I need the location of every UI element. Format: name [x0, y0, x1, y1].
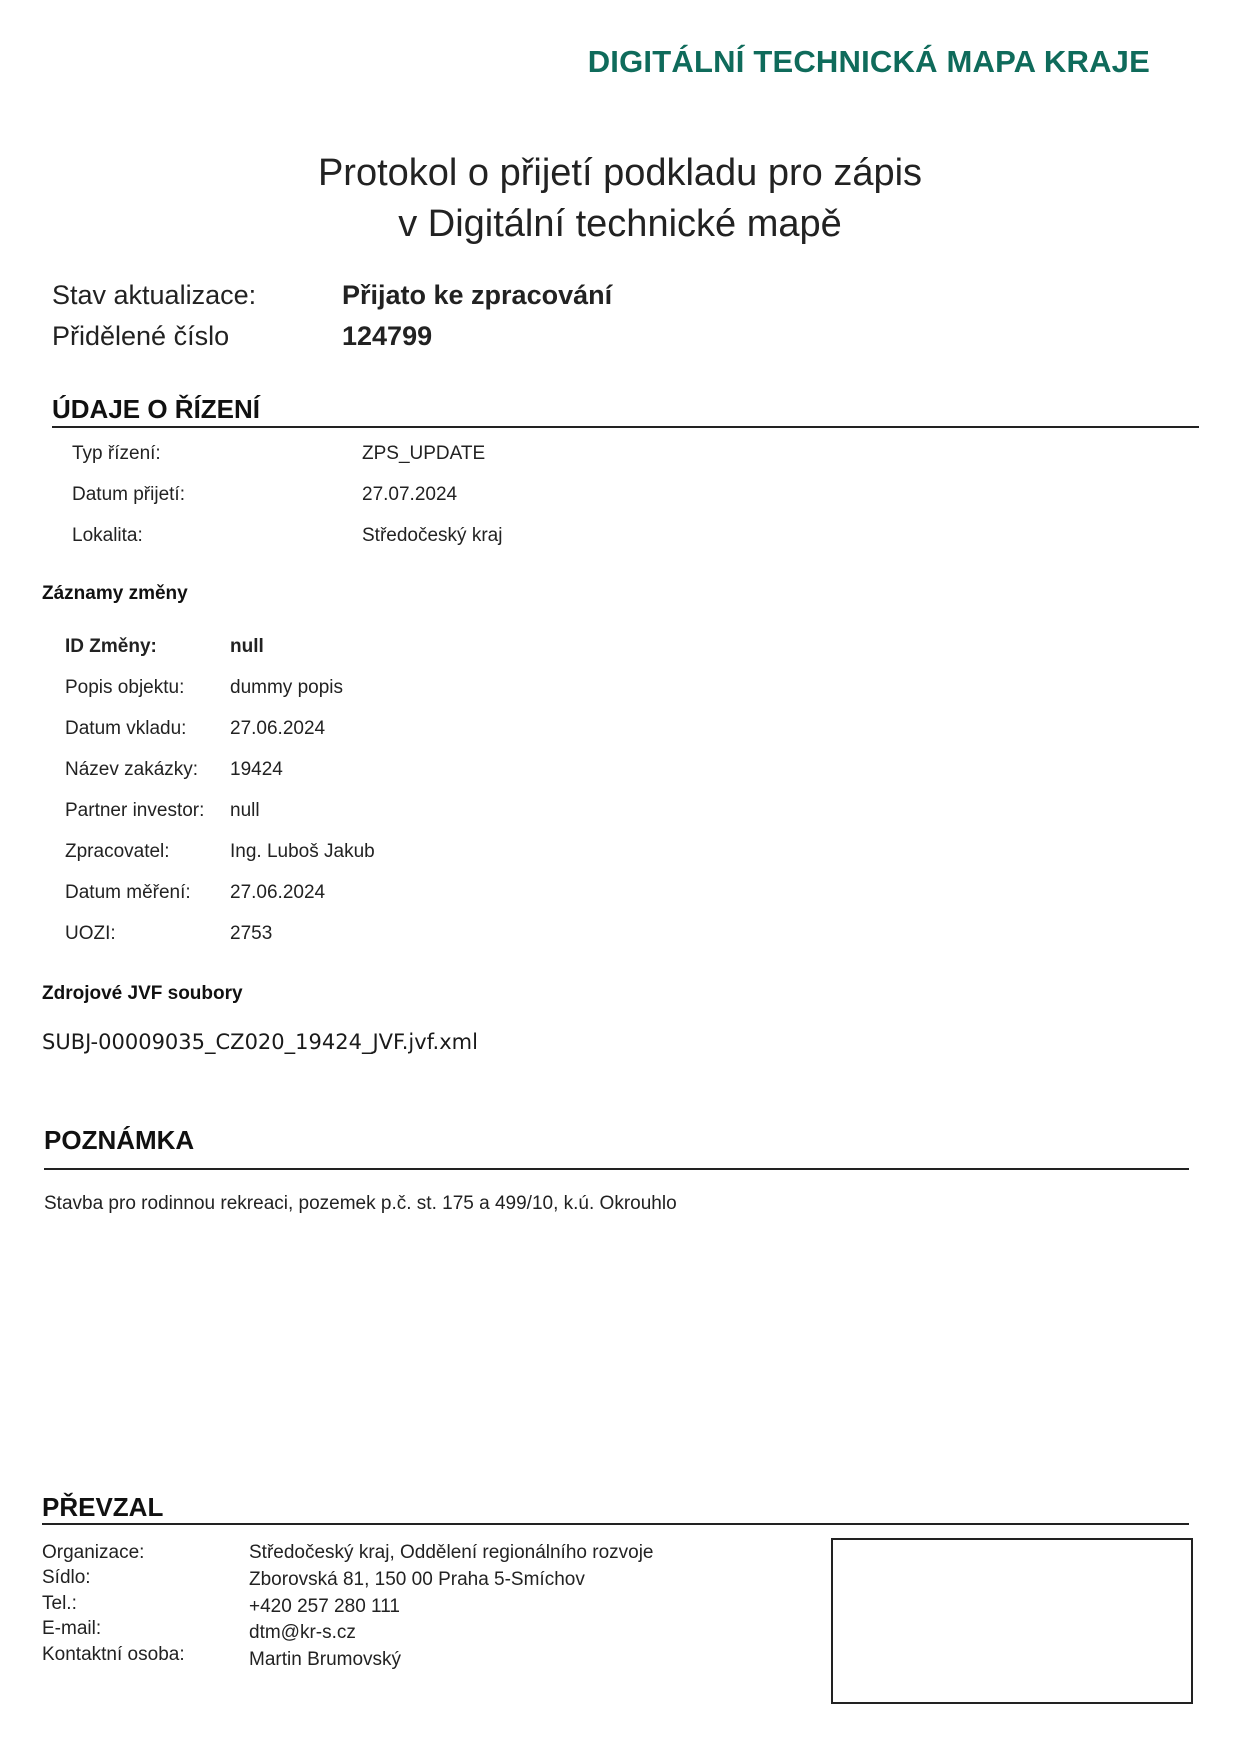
udaje-o-rizeni-divider — [52, 426, 1199, 428]
uozi-value: 2753 — [230, 923, 273, 944]
tel-value: +420 257 280 111 — [249, 1596, 400, 1617]
typ-rizeni-value: ZPS_UPDATE — [362, 443, 486, 464]
zaznamy-zmeny-heading: Záznamy změny — [42, 583, 188, 604]
stav-aktualizace-label: Stav aktualizace: — [52, 280, 257, 310]
uozi-label: UOZI: — [65, 923, 116, 944]
zpracovatel-label: Zpracovatel: — [65, 841, 170, 862]
jvf-file-name: SUBJ-00009035_CZ020_19424_JVF.jvf.xml — [42, 1030, 478, 1054]
datum-vkladu-value: 27.06.2024 — [230, 718, 326, 739]
zpracovatel-value: Ing. Luboš Jakub — [230, 841, 375, 862]
datum-mereni-value: 27.06.2024 — [230, 882, 326, 903]
datum-vkladu-label: Datum vkladu: — [65, 718, 187, 739]
kontaktni-osoba-value: Martin Brumovský — [249, 1649, 402, 1670]
datum-mereni-label: Datum měření: — [65, 882, 191, 903]
popis-objektu-value: dummy popis — [230, 677, 343, 698]
lokalita-value: Středočeský kraj — [362, 525, 503, 546]
poznamka-divider — [44, 1168, 1189, 1170]
prevzal-heading: PŘEVZAL — [42, 1492, 164, 1522]
pridelene-cislo-label: Přidělené číslo — [52, 321, 230, 351]
brand-header: DIGITÁLNÍ TECHNICKÁ MAPA KRAJE — [587, 44, 1150, 79]
partner-investor-value: null — [230, 800, 260, 821]
partner-investor-label: Partner investor: — [65, 800, 205, 821]
sidlo-label: Sídlo: — [42, 1567, 91, 1588]
udaje-o-rizeni-heading: ÚDAJE O ŘÍZENÍ — [52, 394, 261, 424]
prevzal-divider — [42, 1523, 1189, 1525]
poznamka-heading: POZNÁMKA — [44, 1125, 195, 1155]
id-zmeny-value: null — [230, 636, 264, 657]
document-title-line-2: v Digitální technické mapě — [398, 203, 842, 245]
datum-prijeti-label: Datum přijetí: — [72, 484, 185, 505]
nazev-zakazky-label: Název zakázky: — [65, 759, 199, 780]
organizace-label: Organizace: — [42, 1542, 145, 1563]
kontaktni-osoba-label: Kontaktní osoba: — [42, 1644, 185, 1665]
tel-label: Tel.: — [42, 1593, 77, 1614]
document-title-line-1: Protokol o přijetí podkladu pro zápis — [317, 152, 923, 194]
id-zmeny-label: ID Změny: — [65, 636, 157, 657]
zdrojove-soubory-heading: Zdrojové JVF soubory — [42, 983, 243, 1004]
organizace-value: Středočeský kraj, Oddělení regionálního rozvoje — [249, 1542, 654, 1563]
poznamka-text: Stavba pro rodinnou rekreaci, pozemek p.č. st. 175 a 499/10, k.ú. Okrouhlo — [44, 1193, 677, 1214]
lokalita-label: Lokalita: — [72, 525, 143, 546]
popis-objektu-label: Popis objektu: — [65, 677, 185, 698]
nazev-zakazky-value: 19424 — [230, 759, 283, 780]
sidlo-value: Zborovská 81, 150 00 Praha 5-Smíchov — [249, 1569, 585, 1590]
datum-prijeti-value: 27.07.2024 — [362, 484, 458, 505]
typ-rizeni-label: Typ řízení: — [72, 443, 161, 464]
email-value: dtm@kr-s.cz — [249, 1622, 356, 1643]
email-label: E-mail: — [42, 1618, 102, 1639]
document-title — [0, 148, 1240, 250]
stamp-signature-box — [831, 1538, 1193, 1704]
pridelene-cislo-value: 124799 — [342, 321, 433, 351]
stav-aktualizace-value: Přijato ke zpracování — [342, 280, 613, 310]
